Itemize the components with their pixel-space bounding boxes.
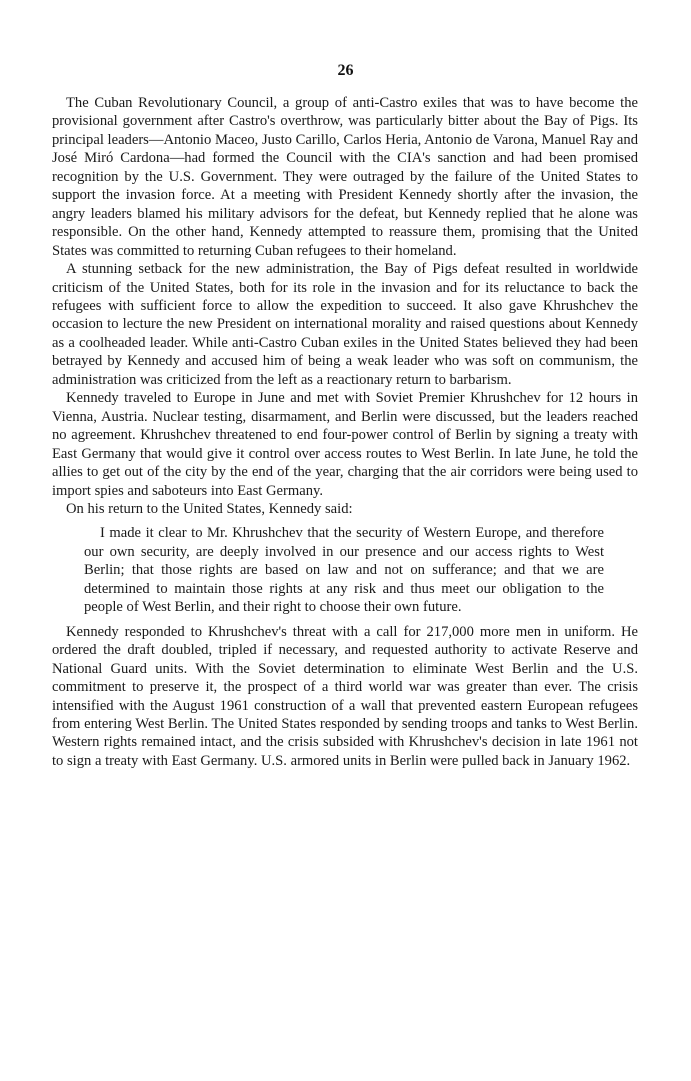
paragraph-kennedy-return: On his return to the United States, Kennedy said: (66, 500, 353, 517)
paragraph-cuban-council: The Cuban Revolutionary Council, a group of anti-Castro exiles that was to have become the provisional government after Castro's overthrow, was particularly bitter about the Bay of Pigs. Its principal leaders—Antonio Maceo, Justo Carillo, Carlos Heria, Antonio de Varona, Manuel Ray and José Miró Cardona—had formed the Council with the CIA's sanction and had been promised recognition by the U.S. Government. They were outraged by the failure of the United States to support the invasion force. At a meeting with President Kennedy shortly after the invasion, the angry leaders blamed his military advisors for the defeat, but Kennedy replied that he alone was responsible. On the other hand, Kennedy attempted to reassure them, promising that the United States was committed to returning Cuban refugees to their homeland. (52, 95, 638, 259)
page-number: 26 (337, 62, 354, 79)
paragraph-berlin-crisis: Kennedy responded to Khrushchev's threat with a call for 217,000 more men in uniform. He ordered the draft doubled, tripled if necessary, and requested authority to activate Reserve and National Guard units. With the Soviet determination to eliminate West Berlin and the U.S. commitment to preserve it, the prospect of a third world war was greater than ever. The crisis intensified with the August 1961 construction of a wall that prevented eastern European refugees from entering West Berlin. The United States responded by sending troops and tanks to West Berlin. Western rights remained intact, and the crisis subsided with Khrushchev's decision in late 1961 not to sign a treaty with East Germany. U.S. armored units in Berlin were pulled back in January 1962. (52, 623, 638, 769)
body-text (52, 94, 638, 770)
paragraph-bay-of-pigs-setback: A stunning setback for the new administration, the Bay of Pigs defeat resulted in worldwide criticism of the United States, both for its role in the invasion and for its reluctance to back the refugees with sufficient force to allow the expedition to succeed. It also gave Khrushchev the occasion to lecture the new President on international morality and raised questions about Kennedy as a coolheaded leader. While anti-Castro Cuban exiles in the United States believed they had been betrayed by Kennedy and accused him of being a weak leader who was soft on communism, the administration was criticized from the left as a reactionary return to barbarism. (52, 261, 638, 388)
paragraph-vienna-summit: Kennedy traveled to Europe in June and met with Soviet Premier Khrushchev for 12 hours in Vienna, Austria. Nuclear testing, disarmament, and Berlin were discussed, but the leaders reached no agreement. Khrushchev threatened to end four-power control of Berlin by signing a treaty with East Germany that would give it control over access routes to West Berlin. In late June, he told the allies to get out of the city by the end of the year, charging that the air corridors were being used to import spies and saboteurs into East Germany. (52, 390, 638, 499)
block-quote-kennedy: I made it clear to Mr. Khrushchev that the security of Western Europe, and therefore our own security, are deeply involved in our presence and our access rights to West Berlin; that those rights are based on law and not on sufferance; and that we are determined to maintain those rights at any risk and thus meet our obligation to the people of West Berlin, and their right to choose their own future. (84, 525, 604, 616)
